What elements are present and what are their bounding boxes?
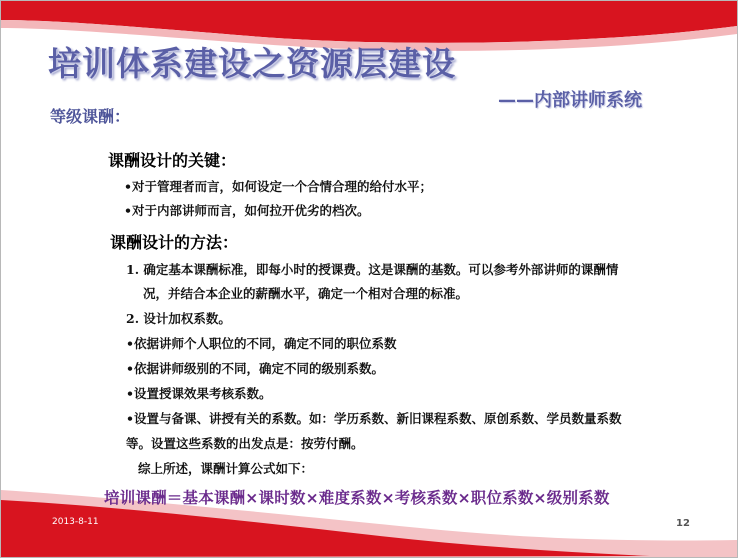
method-line: •设置授课效果考核系数。 <box>126 386 272 401</box>
method-line: •依据讲师个人职位的不同，确定不同的职位系数 <box>126 336 397 351</box>
slide-title: 培训体系建设之资源层建设 <box>48 44 456 83</box>
method-heading: 课酬设计的方法： <box>110 233 239 252</box>
method-line: 2. 设计加权系数。 <box>126 311 231 326</box>
section-label: 等级课酬： <box>50 107 131 126</box>
method-line: •依据讲师级别的不同，确定不同的级别系数。 <box>126 361 384 376</box>
page-number: 12 <box>676 518 690 529</box>
method-line: 况，并结合本企业的薪酬水平，确定一个相对合理的标准。 <box>143 286 469 301</box>
slide-subtitle: ——内部讲师系统 <box>498 90 642 111</box>
method-line: 等。设置这些系数的出发点是：按劳付酬。 <box>126 436 364 451</box>
key-point: •对于内部讲师而言，如何拉开优劣的档次。 <box>124 203 370 218</box>
formula: 培训课酬＝基本课酬×课时数×难度系数×考核系数×职位系数×级别系数 <box>104 489 610 507</box>
top-red-wave <box>1 1 737 43</box>
key-heading: 课酬设计的关键： <box>108 151 237 170</box>
key-point: •对于管理者而言，如何设定一个合情合理的给付水平； <box>124 179 432 194</box>
method-line: 1. 确定基本课酬标准，即每小时的授课费。这是课酬的基数。可以参考外部讲师的课酬情 <box>126 262 619 277</box>
slide-date: 2013-8-11 <box>52 517 99 527</box>
method-line: 综上所述，课酬计算公式如下： <box>138 461 314 476</box>
method-line: •设置与备课、讲授有关的系数。如：学历系数、新旧课程系数、原创系数、学员数量系数 <box>126 411 622 426</box>
